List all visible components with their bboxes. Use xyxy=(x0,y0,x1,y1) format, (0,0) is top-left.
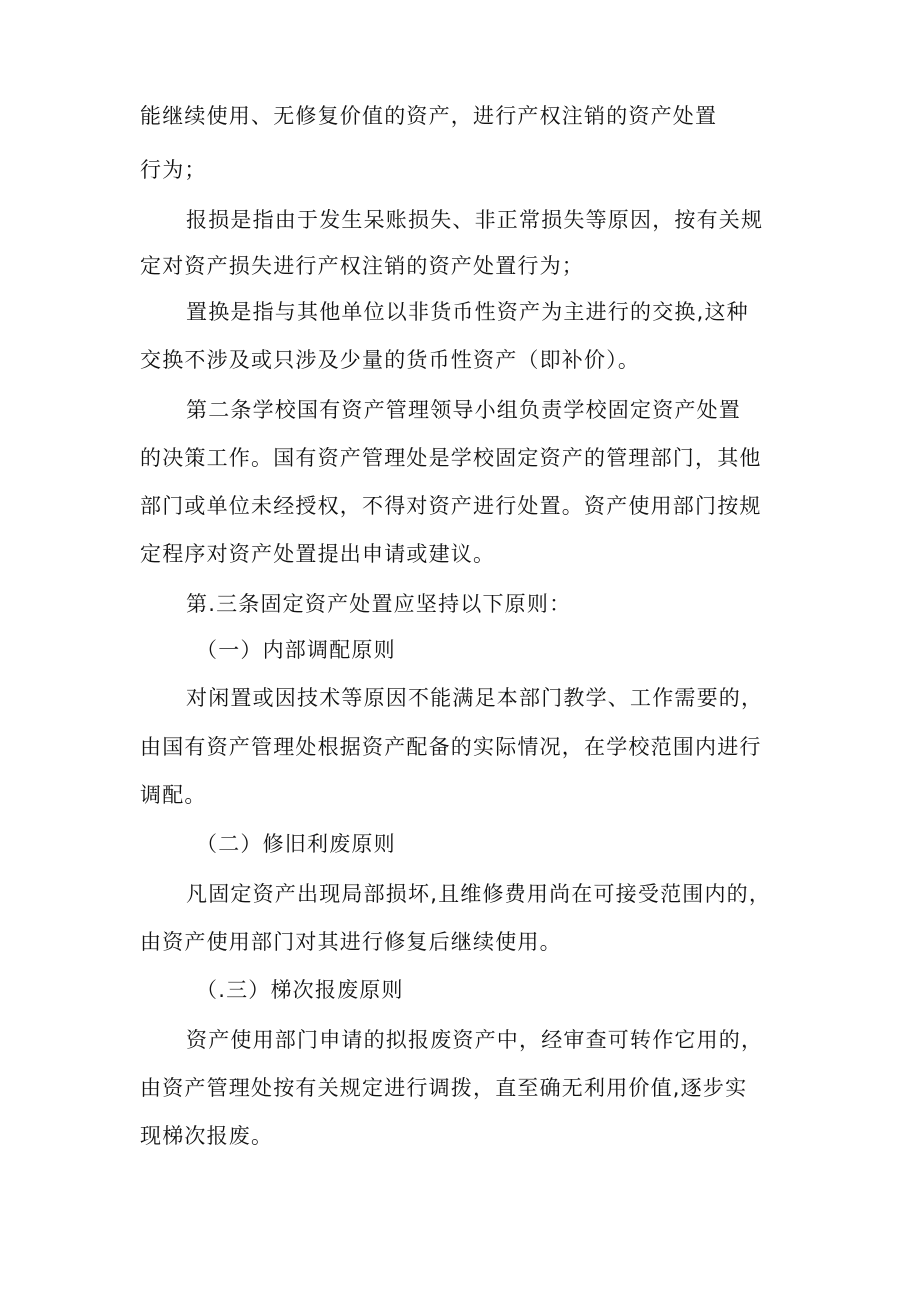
text-line-1: 能继续使用、无修复价值的资产，进行产权注销的资产处置 xyxy=(140,104,718,128)
text-line-9: 部门或单位未经授权，不得对资产进行处置。资产使用部门按规 xyxy=(140,494,762,518)
text-line-13: 对闲置或因技术等原因不能满足本部门教学、工作需要的， xyxy=(186,686,764,710)
text-line-4: 定对资产损失进行产权注销的资产处置行为； xyxy=(140,254,584,278)
text-line-6: 交换不涉及或只涉及少量的货币性资产（即补价）。 xyxy=(140,348,641,372)
text-line-10: 定程序对资产处置提出申请或建议。 xyxy=(140,542,496,566)
text-line-17: 凡固定资产出现局部损坏,且维修费用尚在可接受范围内的， xyxy=(186,882,772,906)
text-line-5: 置换是指与其他单位以非货币性资产为主进行的交换,这种 xyxy=(186,300,749,324)
text-line-20: 资产使用部门申请的拟报废资产中，经审查可转作它用的， xyxy=(186,1028,764,1052)
text-line-8: 的决策工作。国有资产管理处是学校固定资产的管理部门，其他 xyxy=(140,446,762,470)
text-line-21: 由资产管理处按有关规定进行调拨，直至确无利用价值,逐步实 xyxy=(140,1076,748,1100)
text-line-22: 现梯次报废。 xyxy=(140,1124,274,1148)
text-line-2: 行为； xyxy=(140,158,207,182)
text-line-3: 报损是指由于发生呆账损失、非正常损失等原因，按有关规 xyxy=(186,208,764,232)
text-line-12: （一）内部调配原则 xyxy=(196,638,396,662)
text-line-18: 由资产使用部门对其进行修复后继续使用。 xyxy=(140,930,562,954)
text-line-19: （.三）梯次报废原则 xyxy=(196,978,404,1002)
text-line-15: 调配。 xyxy=(140,783,207,807)
text-line-16: （二）修旧利废原则 xyxy=(196,832,396,856)
text-line-14: 由国有资产管理处根据资产配备的实际情况，在学校范围内进行 xyxy=(140,735,762,759)
text-line-7: 第二条学校国有资产管理领导小组负责学校固定资产处置 xyxy=(186,398,741,422)
text-line-11: 第.三条固定资产处置应坚持以下原则： xyxy=(186,592,572,616)
